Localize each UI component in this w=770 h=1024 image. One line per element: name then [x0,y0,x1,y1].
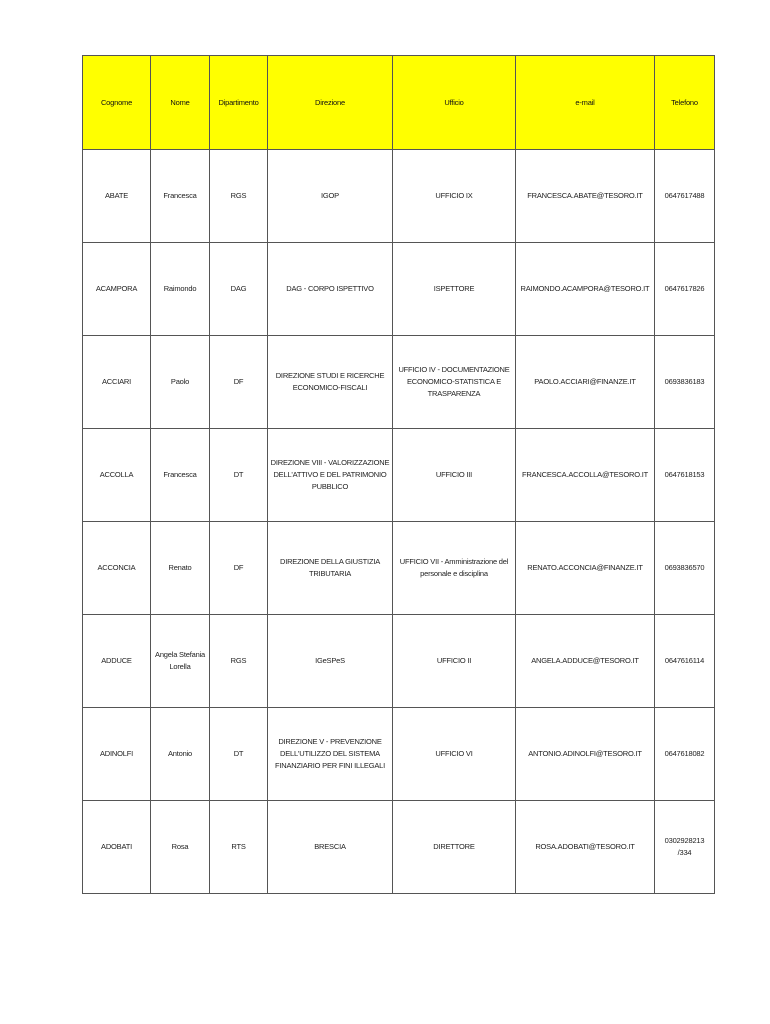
cell-telefono: 0647617826 [655,243,715,336]
cell-ufficio: UFFICIO IX [393,150,516,243]
cell-cognome: ADINOLFI [83,708,151,801]
cell-direzione: DAG - CORPO ISPETTIVO [268,243,393,336]
cell-nome: Francesca [151,150,210,243]
table-row [83,615,715,708]
cell-dipartimento: DF [210,336,268,429]
cell-cognome: ACAMPORA [83,243,151,336]
cell-dipartimento: DT [210,429,268,522]
cell-email: RENATO.ACCONCIA@FINANZE.IT [516,522,655,615]
cell-dipartimento: RTS [210,801,268,894]
staff-directory-table [82,55,715,894]
table-row [83,150,715,243]
column-header-nome: Nome [151,56,210,150]
column-header-dipartimento: Dipartimento [210,56,268,150]
cell-cognome: ACCIARI [83,336,151,429]
cell-nome: Antonio [151,708,210,801]
column-header-direzione: Direzione [268,56,393,150]
cell-nome: Renato [151,522,210,615]
cell-ufficio: DIRETTORE [393,801,516,894]
cell-email: PAOLO.ACCIARI@FINANZE.IT [516,336,655,429]
table-row [83,243,715,336]
cell-ufficio: UFFICIO VI [393,708,516,801]
header-row [83,56,715,150]
cell-email: ANTONIO.ADINOLFI@TESORO.IT [516,708,655,801]
cell-dipartimento: DT [210,708,268,801]
cell-direzione: DIREZIONE STUDI E RICERCHE ECONOMICO-FISCALI [268,336,393,429]
cell-direzione: DIREZIONE VIII - VALORIZZAZIONE DELL'ATTIVO E DEL PATRIMONIO PUBBLICO [268,429,393,522]
cell-nome: Angela Stefania Lorella [151,615,210,708]
column-header-telefono: Telefono [655,56,715,150]
cell-ufficio: ISPETTORE [393,243,516,336]
cell-nome: Rosa [151,801,210,894]
cell-cognome: ADOBATI [83,801,151,894]
cell-direzione: IGeSPeS [268,615,393,708]
column-header-ufficio: Ufficio [393,56,516,150]
cell-telefono: 0647617488 [655,150,715,243]
cell-dipartimento: DAG [210,243,268,336]
cell-telefono: 0647616114 [655,615,715,708]
cell-telefono: 0693836183 [655,336,715,429]
cell-nome: Francesca [151,429,210,522]
table-row [83,801,715,894]
cell-ufficio: UFFICIO VII - Amministrazione del personale e disciplina [393,522,516,615]
cell-ufficio: UFFICIO III [393,429,516,522]
cell-cognome: ADDUCE [83,615,151,708]
table-row [83,708,715,801]
cell-nome: Paolo [151,336,210,429]
cell-nome: Raimondo [151,243,210,336]
cell-telefono: 0647618082 [655,708,715,801]
cell-direzione: IGOP [268,150,393,243]
table-row [83,336,715,429]
table-row [83,429,715,522]
directory-sheet [82,55,714,894]
cell-cognome: ACCONCIA [83,522,151,615]
column-header-cognome: Cognome [83,56,151,150]
column-header-email: e-mail [516,56,655,150]
cell-dipartimento: RGS [210,615,268,708]
cell-direzione: BRESCIA [268,801,393,894]
cell-cognome: ABATE [83,150,151,243]
cell-email: RAIMONDO.ACAMPORA@TESORO.IT [516,243,655,336]
cell-dipartimento: RGS [210,150,268,243]
cell-cognome: ACCOLLA [83,429,151,522]
cell-telefono: 0647618153 [655,429,715,522]
cell-telefono: 0693836570 [655,522,715,615]
table-row [83,522,715,615]
cell-ufficio: UFFICIO II [393,615,516,708]
cell-email: ROSA.ADOBATI@TESORO.IT [516,801,655,894]
cell-telefono: 0302928213 /334 [655,801,715,894]
cell-dipartimento: DF [210,522,268,615]
cell-email: FRANCESCA.ABATE@TESORO.IT [516,150,655,243]
cell-ufficio: UFFICIO IV - DOCUMENTAZIONE ECONOMICO-STATISTICA E TRASPARENZA [393,336,516,429]
cell-email: FRANCESCA.ACCOLLA@TESORO.IT [516,429,655,522]
cell-direzione: DIREZIONE V - PREVENZIONE DELL'UTILIZZO DEL SISTEMA FINANZIARIO PER FINI ILLEGALI [268,708,393,801]
cell-direzione: DIREZIONE DELLA GIUSTIZIA TRIBUTARIA [268,522,393,615]
cell-email: ANGELA.ADDUCE@TESORO.IT [516,615,655,708]
